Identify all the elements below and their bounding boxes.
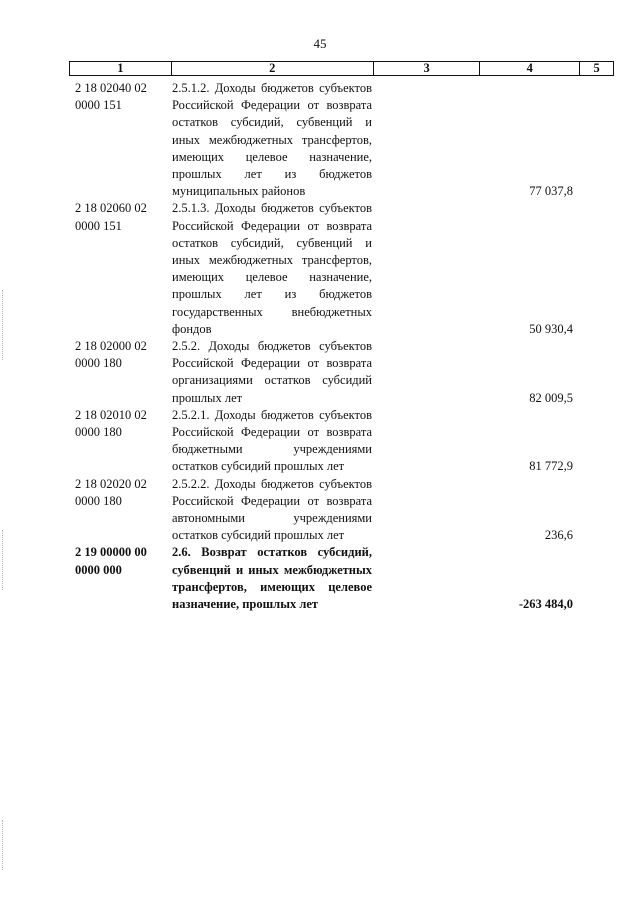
row-column-3	[372, 544, 479, 613]
row-amount: 236,6	[544, 528, 573, 543]
row-amount: 77 037,8	[529, 184, 573, 199]
table-header	[69, 61, 614, 76]
table-row	[69, 544, 614, 613]
row-description: 2.5.2.1. Доходы бюджетов субъектов Российской Федерации от возврата бюджетными учреждениями остатков субсидий прошлых лет	[172, 407, 372, 474]
row-column-3	[372, 338, 479, 407]
row-code: 2 18 02020 02 0000 180	[75, 476, 147, 508]
row-code: 2 18 02060 02 0000 151	[75, 201, 147, 233]
scan-edge-mark	[2, 530, 4, 590]
row-column-3	[372, 407, 479, 476]
column-header-5: 5	[579, 62, 613, 75]
column-header-3: 3	[373, 62, 480, 75]
row-description: 2.5.2. Доходы бюджетов субъектов Российской Федерации от возврата организациями остатков субсидий прошлых лет	[172, 339, 372, 405]
row-amount: 81 772,9	[529, 459, 573, 474]
row-code: 2 18 02040 02 0000 151	[75, 81, 147, 113]
table-row	[69, 338, 614, 407]
row-description: 2.5.2.2. Доходы бюджетов субъектов Российской Федерации от возврата автономными учреждениями остатков субсидий прошлых лет	[172, 476, 372, 543]
column-header-2: 2	[171, 62, 373, 75]
row-column-3	[372, 476, 479, 545]
table-body	[69, 80, 614, 613]
page-number: 45	[313, 36, 327, 51]
table-row	[69, 80, 614, 200]
table-row	[69, 476, 614, 545]
row-code: 2 18 02000 02 0000 180	[75, 339, 147, 371]
row-amount: 50 930,4	[529, 321, 573, 336]
row-column-3	[372, 200, 479, 338]
table-row	[69, 200, 614, 338]
row-description: 2.5.1.3. Доходы бюджетов субъектов Российской Федерации от возврата остатков субсидий, субвенций и иных межбюджетных трансфертов, имеющих целевое назначение, прошлых лет из бюджетов государственных внебюджетных фондов	[172, 201, 372, 336]
row-code: 2 19 00000 00 0000 000	[75, 545, 147, 577]
table-row	[69, 407, 614, 476]
row-description: 2.6. Возврат остатков субсидий, субвенций и иных межбюджетных трансфертов, имеющих целевое назначение, прошлых лет	[172, 545, 372, 612]
row-description: 2.5.1.2. Доходы бюджетов субъектов Российской Федерации от возврата остатков субсидий, субвенций и иных межбюджетных трансфертов, имеющих целевое назначение, прошлых лет из бюджетов муниципальных районов	[172, 81, 372, 199]
row-amount: 82 009,5	[529, 390, 573, 405]
row-column-3	[372, 80, 479, 200]
row-code: 2 18 02010 02 0000 180	[75, 407, 147, 440]
scan-edge-mark	[2, 290, 4, 360]
row-amount: -263 484,0	[518, 597, 573, 612]
scan-edge-mark	[2, 820, 4, 870]
column-header-4: 4	[479, 62, 579, 75]
column-header-1: 1	[117, 61, 124, 75]
